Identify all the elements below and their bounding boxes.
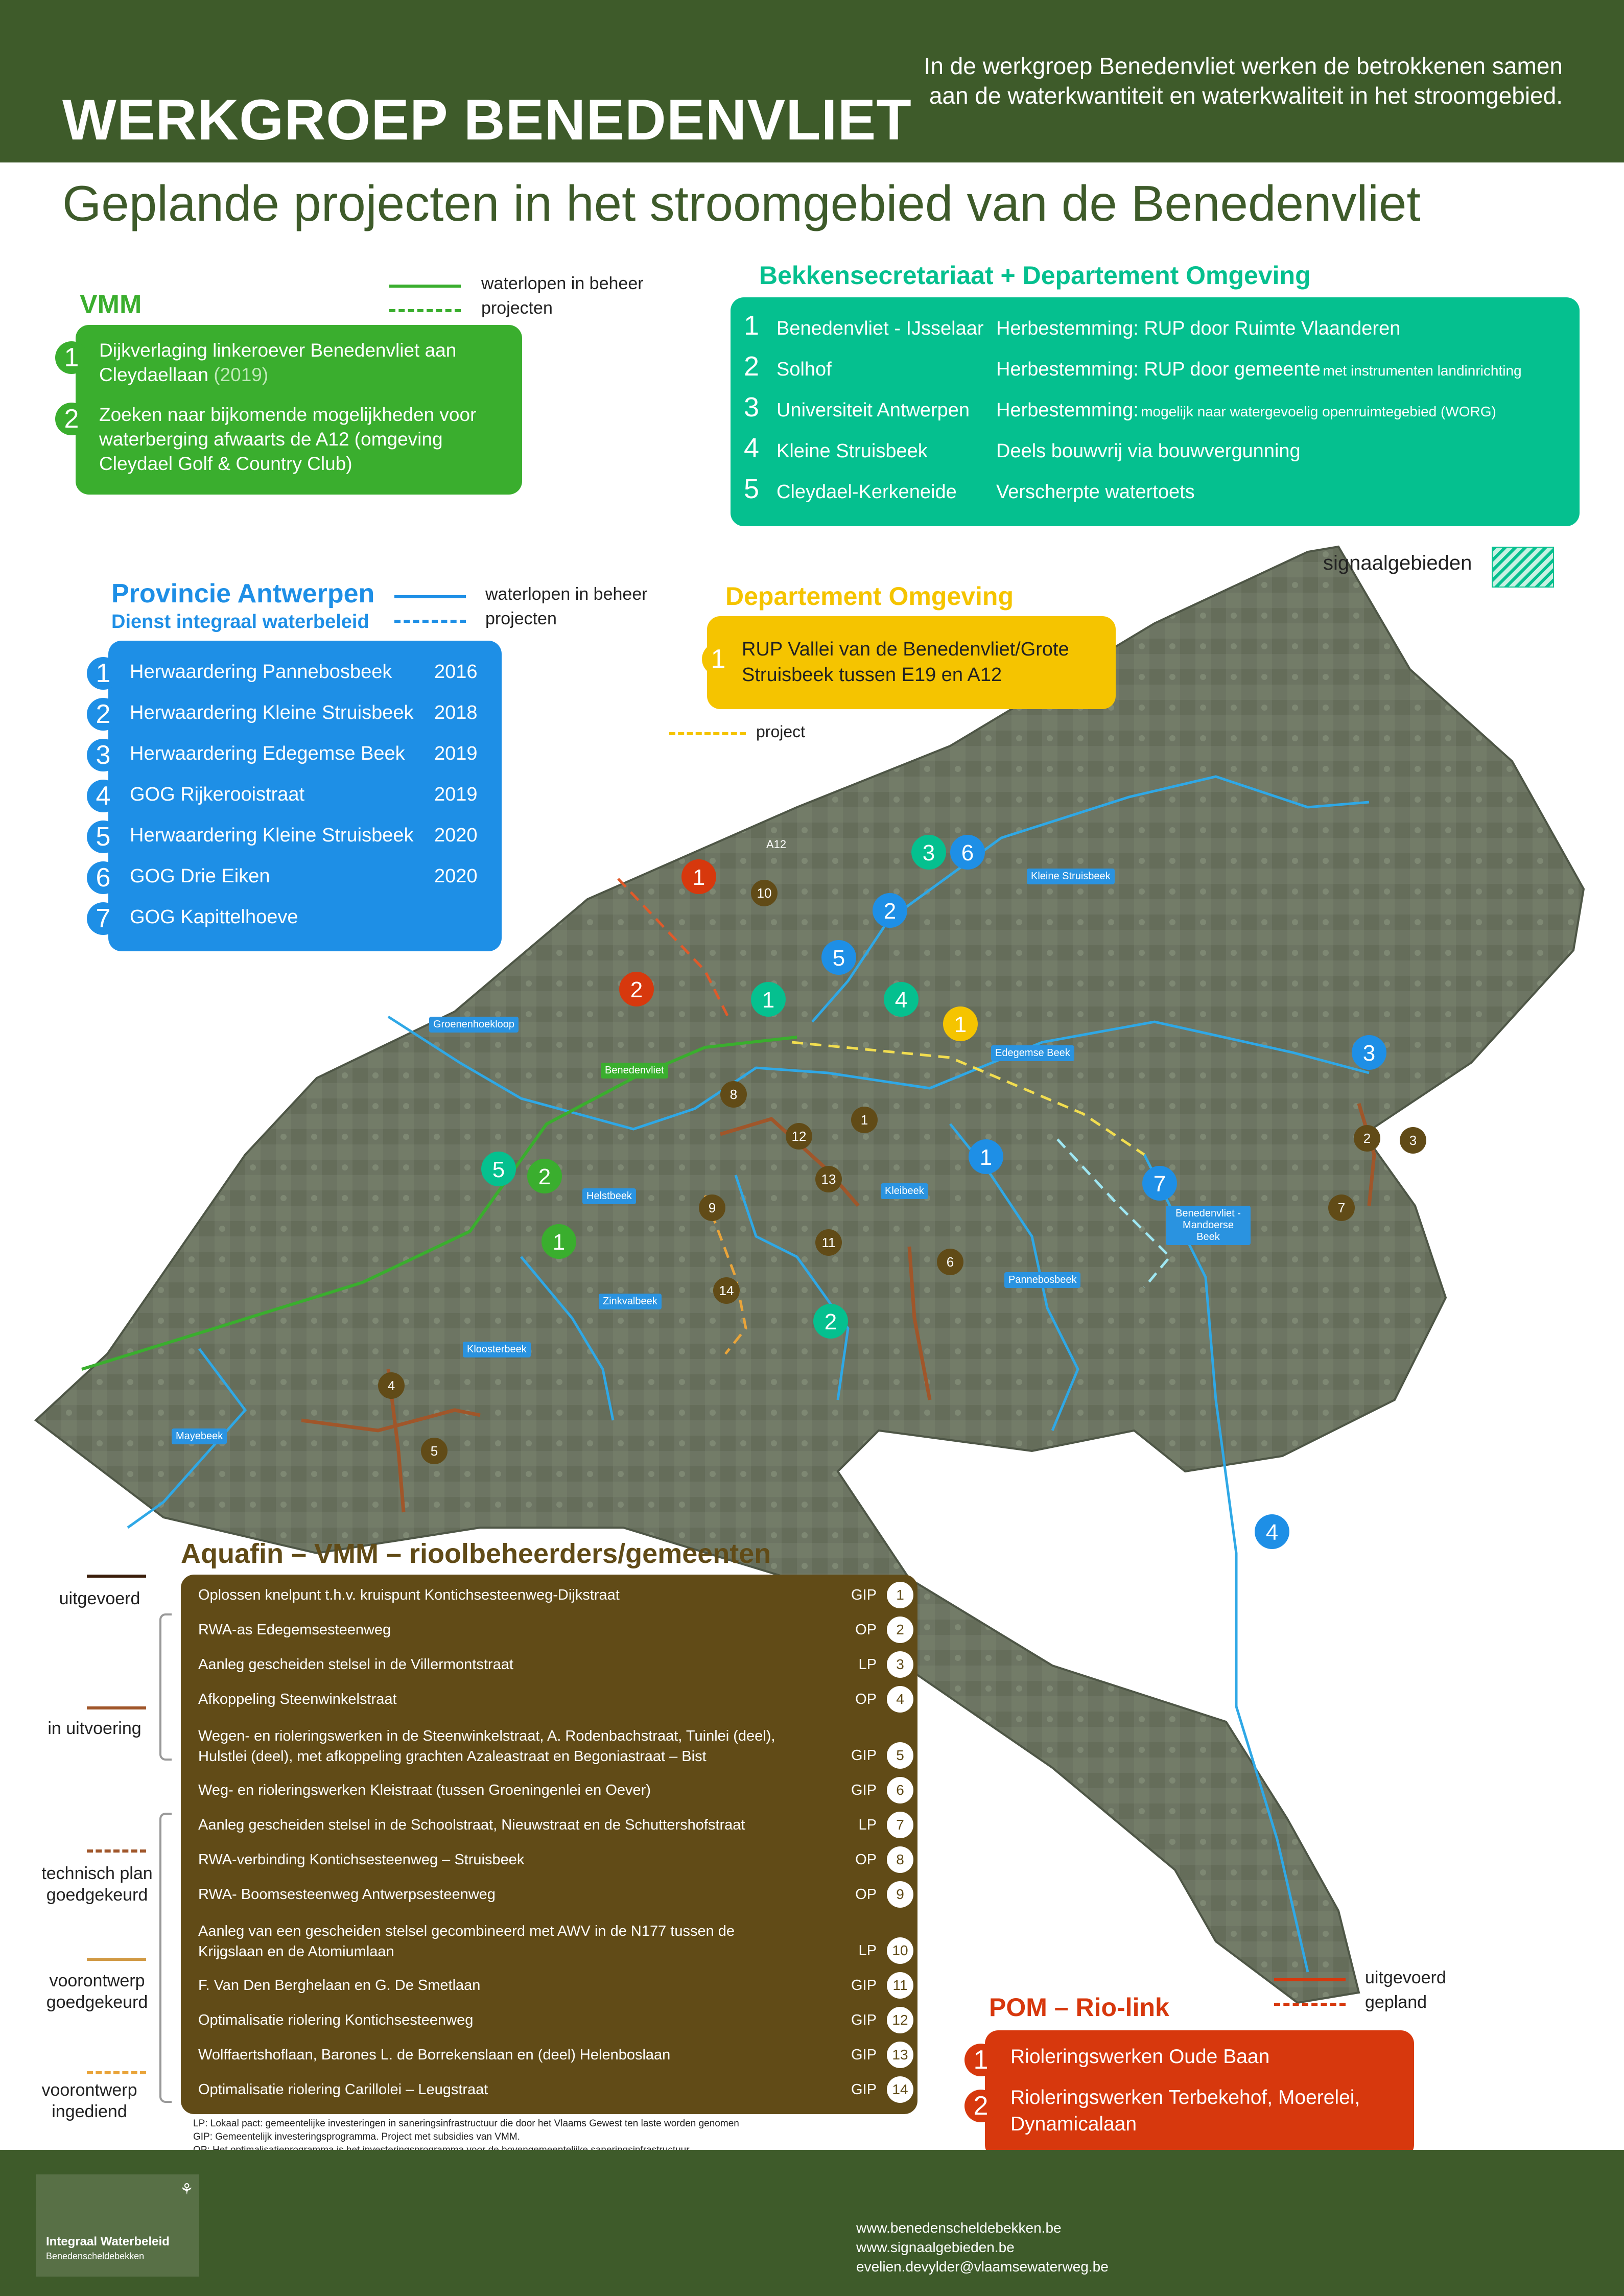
aquafin-row-14-number: 14 bbox=[887, 2076, 913, 2103]
aquafin-row-8-text: RWA-verbinding Kontichsesteenweg – Struisbeek bbox=[198, 1852, 525, 1868]
label-benedenvliet: Benedenvliet bbox=[601, 1063, 668, 1079]
provincie-item-2-year: 2018 bbox=[434, 702, 478, 723]
provincie-item-2-number: 2 bbox=[87, 698, 120, 731]
provincie-item-7-number: 7 bbox=[87, 902, 120, 935]
label-kloosterbeek: Kloosterbeek bbox=[463, 1342, 531, 1357]
provincie-item-6 bbox=[87, 861, 478, 894]
provincie-item-6-text: GOG Drie Eiken bbox=[130, 865, 270, 887]
dep-omgeving-box bbox=[707, 616, 1116, 709]
pom-title: POM – Rio-link bbox=[989, 1993, 1169, 2022]
svg-text:3: 3 bbox=[1362, 1041, 1376, 1066]
legend-prelim-submitted-label: voorontwerp ingediend bbox=[41, 2080, 137, 2121]
pom-item-1-number: 1 bbox=[964, 2044, 997, 2076]
vmm-legend-solid bbox=[389, 285, 461, 288]
svg-text:1: 1 bbox=[692, 865, 705, 890]
provincie-item-5 bbox=[87, 821, 478, 853]
svg-text:4: 4 bbox=[387, 1378, 395, 1393]
bekken-item-4-place: Kleine Struisbeek bbox=[776, 440, 928, 462]
aquafin-row-3-text: Aanleg gescheiden stelsel in de Villermontstraat bbox=[198, 1656, 513, 1673]
dep-omgeving-item-number: 1 bbox=[702, 643, 735, 675]
aquafin-row-10-text: Aanleg van een gescheiden stelsel gecombineerd met AWV in de N177 tussen de Krijgslaan en de Atomiumlaan bbox=[198, 1923, 735, 1960]
svg-text:1: 1 bbox=[552, 1230, 566, 1255]
svg-text:9: 9 bbox=[708, 1200, 716, 1215]
vmm-legend-managed: waterlopen in beheer bbox=[481, 274, 644, 293]
vmm-legend-dashed bbox=[389, 309, 461, 312]
aquafin-row-5-text: Wegen- en rioleringswerken in de Steenwinkelstraat, A. Rodenbachstraat, Tuinlei (deel), Hulstlei (deel), met afkoppeling grachten Azaleastraat en Begoniastraat – Bist bbox=[198, 1728, 775, 1765]
aquafin-row-12-code: GIP bbox=[851, 2012, 877, 2028]
label-helstbeek: Helstbeek bbox=[582, 1188, 636, 1204]
bekken-box bbox=[731, 297, 1580, 526]
label-a12: A12 bbox=[766, 838, 787, 851]
aquafin-row-9-number: 9 bbox=[887, 1881, 913, 1908]
legend-prelim-approved-line bbox=[87, 1958, 146, 1961]
logo-block bbox=[36, 2174, 199, 2277]
svg-text:5: 5 bbox=[430, 1443, 438, 1459]
pom-legend-done: uitgevoerd bbox=[1365, 1968, 1446, 1987]
aquafin-row-9-text: RWA- Boomsesteenweg Antwerpsesteenweg bbox=[198, 1886, 496, 1903]
aquafin-row-9-code: OP bbox=[855, 1886, 877, 1903]
aquafin-row-7-text: Aanleg gescheiden stelsel in de Schoolstraat, Nieuwstraat en de Schuttershofstraat bbox=[198, 1817, 745, 1833]
svg-text:2: 2 bbox=[538, 1164, 551, 1189]
pom-legend-planned: gepland bbox=[1365, 1993, 1427, 2012]
bekken-item-2-number: 2 bbox=[744, 351, 760, 382]
provincie-legend-projects: projecten bbox=[485, 609, 557, 628]
bekken-item-1 bbox=[744, 310, 1400, 341]
aquafin-row-4-text: Afkoppeling Steenwinkelstraat bbox=[198, 1691, 397, 1707]
aquafin-row-1-text: Oplossen knelpunt t.h.v. kruispunt Kontichsesteenweg-Dijkstraat bbox=[198, 1587, 620, 1603]
footer-links bbox=[856, 2218, 1109, 2277]
provincie-item-2-text: Herwaardering Kleine Struisbeek bbox=[130, 702, 414, 723]
footer-bar bbox=[0, 2150, 1624, 2296]
svg-text:7: 7 bbox=[1337, 1200, 1346, 1215]
provincie-item-7-text: GOG Kapittelhoeve bbox=[130, 906, 298, 928]
pom-legend-dashed bbox=[1274, 2003, 1346, 2006]
aquafin-row-3-number: 3 bbox=[887, 1651, 913, 1678]
provincie-item-3-text: Herwaardering Edegemse Beek bbox=[130, 743, 405, 764]
svg-text:5: 5 bbox=[492, 1157, 505, 1182]
svg-text:5: 5 bbox=[832, 946, 845, 971]
label-mayebeek: Mayebeek bbox=[172, 1428, 227, 1444]
bekken-item-1-place: Benedenvliet - IJsselaar bbox=[776, 318, 984, 339]
svg-text:2: 2 bbox=[630, 977, 643, 1002]
svg-text:4: 4 bbox=[895, 988, 908, 1013]
label-pannebosbeek: Pannebosbeek bbox=[1004, 1272, 1080, 1288]
aquafin-row-11-text: F. Van Den Berghelaan en G. De Smetlaan bbox=[198, 1977, 481, 1994]
provincie-item-1-text: Herwaardering Pannebosbeek bbox=[130, 661, 392, 683]
svg-text:3: 3 bbox=[1409, 1133, 1417, 1148]
aquafin-row-14-code: GIP bbox=[851, 2081, 877, 2098]
aquafin-row-6-number: 6 bbox=[887, 1777, 913, 1803]
provincie-legend-managed: waterlopen in beheer bbox=[485, 584, 648, 604]
vmm-item-2-text: Zoeken naar bijkomende mogelijkheden voor waterberging afwaarts de A12 (omgeving Cleydael Golf & Country Club) bbox=[99, 404, 477, 474]
bekken-item-4-number: 4 bbox=[744, 433, 760, 463]
svg-text:2: 2 bbox=[1363, 1131, 1371, 1146]
aquafin-row-7-code: LP bbox=[858, 1817, 877, 1833]
bekken-item-3-number: 3 bbox=[744, 392, 760, 423]
aquafin-row-12-text: Optimalisatie riolering Kontichsesteenweg bbox=[198, 2012, 474, 2028]
bekken-item-5 bbox=[744, 473, 1195, 505]
provincie-item-3-number: 3 bbox=[87, 739, 120, 771]
provincie-item-4-year: 2019 bbox=[434, 784, 478, 805]
aquafin-row-13-number: 13 bbox=[887, 2042, 913, 2068]
vmm-title: VMM bbox=[80, 290, 142, 319]
bekken-item-5-number: 5 bbox=[744, 474, 760, 504]
page-title: WERKGROEP BENEDENVLIET bbox=[62, 88, 912, 152]
aquafin-row-1-number: 1 bbox=[887, 1582, 913, 1608]
bekken-item-3-note: mogelijk naar watergevoelig openruimtegebied (WORG) bbox=[1141, 404, 1496, 419]
svg-text:3: 3 bbox=[922, 840, 935, 865]
logo-title: Integraal Waterbeleid bbox=[46, 2235, 170, 2248]
provincie-item-4-text: GOG Rijkerooistraat bbox=[130, 784, 305, 805]
label-kleine-struisbeek: Kleine Struisbeek bbox=[1027, 869, 1115, 884]
aquafin-row-2-number: 2 bbox=[887, 1616, 913, 1643]
svg-text:12: 12 bbox=[791, 1129, 807, 1144]
aquafin-row-4-code: OP bbox=[855, 1691, 877, 1707]
bekken-item-3 bbox=[744, 391, 1496, 423]
bekken-item-3-place: Universiteit Antwerpen bbox=[776, 400, 970, 421]
legend-prelim-submitted-line bbox=[87, 2071, 146, 2074]
provincie-item-6-year: 2020 bbox=[434, 865, 478, 887]
provincie-subtitle: Dienst integraal waterbeleid bbox=[111, 611, 369, 632]
dep-omgeving-legend-project: project bbox=[756, 722, 806, 741]
bekken-item-5-place: Cleydael-Kerkeneide bbox=[776, 481, 957, 503]
pom-box bbox=[973, 2030, 1414, 2158]
logo-subtitle: Benedenscheldebekken bbox=[46, 2251, 145, 2261]
aquafin-row-11-number: 11 bbox=[887, 1972, 913, 1999]
vmm-legend-projects: projecten bbox=[481, 298, 553, 318]
provincie-item-7 bbox=[87, 902, 298, 935]
bekken-item-4 bbox=[744, 432, 1301, 464]
aquafin-row-13-text: Wolffaertshoflaan, Barones L. de Borrekenslaan en (deel) Helenboslaan bbox=[198, 2047, 671, 2063]
bekken-item-2-place: Solhof bbox=[776, 359, 832, 380]
legend-bracket-2 bbox=[159, 1813, 172, 2103]
provincie-item-5-year: 2020 bbox=[434, 825, 478, 846]
aquafin-row-8-number: 8 bbox=[887, 1846, 913, 1873]
header-intro: In de werkgroep Benedenvliet werken de betrokkenen samen aan de waterkwantiteit en waterkwaliteit in het stroomgebied. bbox=[924, 53, 1563, 109]
label-mandoerse-beek: Benedenvliet - Mandoerse Beek bbox=[1166, 1206, 1251, 1245]
label-zinkvalbeek: Zinkvalbeek bbox=[599, 1294, 662, 1309]
provincie-item-4-number: 4 bbox=[87, 780, 120, 812]
link-email[interactable]: evelien.devylder@vlaamsewaterweg.be bbox=[856, 2259, 1109, 2275]
aquafin-row-13-code: GIP bbox=[851, 2047, 877, 2063]
svg-text:11: 11 bbox=[821, 1235, 836, 1250]
bekken-item-1-number: 1 bbox=[744, 310, 760, 341]
svg-text:8: 8 bbox=[729, 1087, 738, 1102]
aquafin-box bbox=[181, 1575, 917, 2114]
signal-areas-swatch bbox=[1492, 547, 1554, 588]
aquafin-row-5-number: 5 bbox=[887, 1742, 913, 1769]
legend-in-progress-line bbox=[87, 1706, 146, 1709]
pom-legend-solid bbox=[1274, 1978, 1346, 1981]
dep-omgeving-item-text: RUP Vallei van de Benedenvliet/Grote Struisbeek tussen E19 en A12 bbox=[742, 639, 1069, 686]
vmm-item-1-year: (2019) bbox=[214, 364, 269, 385]
bekken-item-2-action: Herbestemming: RUP door gemeente bbox=[996, 359, 1321, 380]
legend-done-label: uitgevoerd bbox=[59, 1589, 140, 1608]
provincie-legend-dashed bbox=[394, 620, 466, 623]
aquafin-row-2-text: RWA-as Edegemsesteenweg bbox=[198, 1622, 391, 1638]
provincie-legend-solid bbox=[394, 595, 466, 598]
vmm-item-1-text: Dijkverlaging linkeroever Benedenvliet aan Cleydaellaan bbox=[99, 340, 457, 385]
svg-text:1: 1 bbox=[762, 988, 775, 1013]
vmm-item-1 bbox=[99, 338, 508, 387]
bekken-item-5-action: Verscherpte watertoets bbox=[996, 481, 1195, 503]
logo-icon: ⚘ bbox=[180, 2181, 194, 2198]
provincie-item-5-text: Herwaardering Kleine Struisbeek bbox=[130, 825, 414, 846]
provincie-item-2 bbox=[87, 698, 478, 731]
dep-omgeving-title: Departement Omgeving bbox=[725, 582, 1014, 611]
pom-item-2-text: Rioleringswerken Terbekehof, Moerelei, Dynamicalaan bbox=[1010, 2087, 1360, 2135]
aquafin-row-10-number: 10 bbox=[887, 1937, 913, 1964]
svg-text:7: 7 bbox=[1153, 1172, 1166, 1197]
bekken-title: Bekkensecretariaat + Departement Omgeving bbox=[759, 261, 1311, 290]
aquafin-row-6-text: Weg- en rioleringswerken Kleistraat (tussen Groeningenlei en Oever) bbox=[198, 1782, 651, 1798]
svg-text:13: 13 bbox=[821, 1172, 836, 1187]
legend-bracket-1 bbox=[159, 1613, 172, 1761]
aquafin-row-3-code: LP bbox=[858, 1656, 877, 1673]
label-groenenhoekloop: Groenenhoekloop bbox=[429, 1017, 519, 1033]
svg-text:6: 6 bbox=[961, 840, 974, 865]
aquafin-row-4-number: 4 bbox=[887, 1686, 913, 1713]
vmm-item-2-number: 2 bbox=[55, 403, 88, 435]
provincie-item-5-number: 5 bbox=[87, 821, 120, 853]
svg-text:2: 2 bbox=[824, 1309, 837, 1334]
footnote-lp: LP: Lokaal pact: gemeentelijke investeringen in saneringsinfrastructuur die door het Vlaams Gewest ten laste worden genomen bbox=[193, 2118, 739, 2129]
bekken-item-2 bbox=[744, 350, 1522, 382]
label-kleibeek: Kleibeek bbox=[881, 1183, 928, 1199]
aquafin-row-1-code: GIP bbox=[851, 1587, 877, 1603]
bekken-item-2-note: met instrumenten landinrichting bbox=[1323, 363, 1522, 379]
aquafin-row-2-code: OP bbox=[855, 1622, 877, 1638]
dep-omgeving-legend-dashed bbox=[669, 732, 746, 735]
provincie-item-3 bbox=[87, 739, 478, 771]
provincie-item-4 bbox=[87, 780, 478, 812]
provincie-item-1 bbox=[87, 657, 478, 690]
svg-text:14: 14 bbox=[719, 1283, 734, 1298]
provincie-box bbox=[96, 641, 502, 951]
aquafin-row-6-code: GIP bbox=[851, 1782, 877, 1798]
aquafin-row-12-number: 12 bbox=[887, 2007, 913, 2033]
svg-text:1: 1 bbox=[860, 1112, 868, 1128]
provincie-item-1-year: 2016 bbox=[434, 661, 478, 683]
aquafin-row-14-text: Optimalisatie riolering Carillolei – Leugstraat bbox=[198, 2081, 488, 2098]
label-edegemse-beek: Edegemse Beek bbox=[991, 1045, 1074, 1061]
legend-prelim-approved-label: voorontwerp goedgekeurd bbox=[46, 1971, 148, 2012]
pom-item-1-text: Rioleringswerken Oude Baan bbox=[1010, 2046, 1270, 2068]
aquafin-row-10-code: LP bbox=[858, 1942, 877, 1959]
pom-item-2-number: 2 bbox=[964, 2090, 997, 2122]
vmm-item-1-number: 1 bbox=[55, 341, 88, 374]
legend-done-line bbox=[87, 1575, 146, 1578]
svg-text:10: 10 bbox=[757, 885, 772, 901]
svg-text:2: 2 bbox=[883, 899, 897, 924]
bekken-item-4-action: Deels bouwvrij via bouwvergunning bbox=[996, 440, 1301, 462]
aquafin-title: Aquafin – VMM – rioolbeheerders/gemeenten bbox=[181, 1538, 771, 1569]
svg-text:1: 1 bbox=[954, 1012, 967, 1037]
footnote-gip: GIP: Gemeentelijk investeringsprogramma. Project met subsidies van VMM. bbox=[193, 2131, 520, 2142]
provincie-item-3-year: 2019 bbox=[434, 743, 478, 764]
aquafin-row-5-code: GIP bbox=[851, 1747, 877, 1764]
link-benedenschelde[interactable]: www.benedenscheldebekken.be bbox=[856, 2220, 1062, 2236]
link-signaalgebieden[interactable]: www.signaalgebieden.be bbox=[856, 2239, 1015, 2255]
bekken-item-1-action: Herbestemming: RUP door Ruimte Vlaanderen bbox=[996, 318, 1401, 339]
vmm-box bbox=[64, 325, 522, 495]
legend-technical-label: technisch plan goedgekeurd bbox=[41, 1864, 153, 1905]
aquafin-row-8-code: OP bbox=[855, 1852, 877, 1868]
provincie-item-6-number: 6 bbox=[87, 861, 120, 894]
legend-in-progress-label: in uitvoering bbox=[48, 1719, 142, 1738]
svg-text:1: 1 bbox=[979, 1145, 993, 1170]
legend-technical-line bbox=[87, 1849, 146, 1853]
aquafin-row-7-number: 7 bbox=[887, 1812, 913, 1838]
aquafin-row-11-code: GIP bbox=[851, 1977, 877, 1994]
bekken-item-3-action: Herbestemming: bbox=[996, 400, 1139, 421]
provincie-item-1-number: 1 bbox=[87, 657, 120, 690]
provincie-title: Provincie Antwerpen bbox=[111, 579, 375, 608]
signal-areas-label: signaalgebieden bbox=[1323, 552, 1472, 574]
svg-text:6: 6 bbox=[946, 1254, 954, 1270]
page-subtitle: Geplande projecten in het stroomgebied van de Benedenvliet bbox=[62, 175, 1421, 231]
svg-text:4: 4 bbox=[1265, 1520, 1279, 1545]
